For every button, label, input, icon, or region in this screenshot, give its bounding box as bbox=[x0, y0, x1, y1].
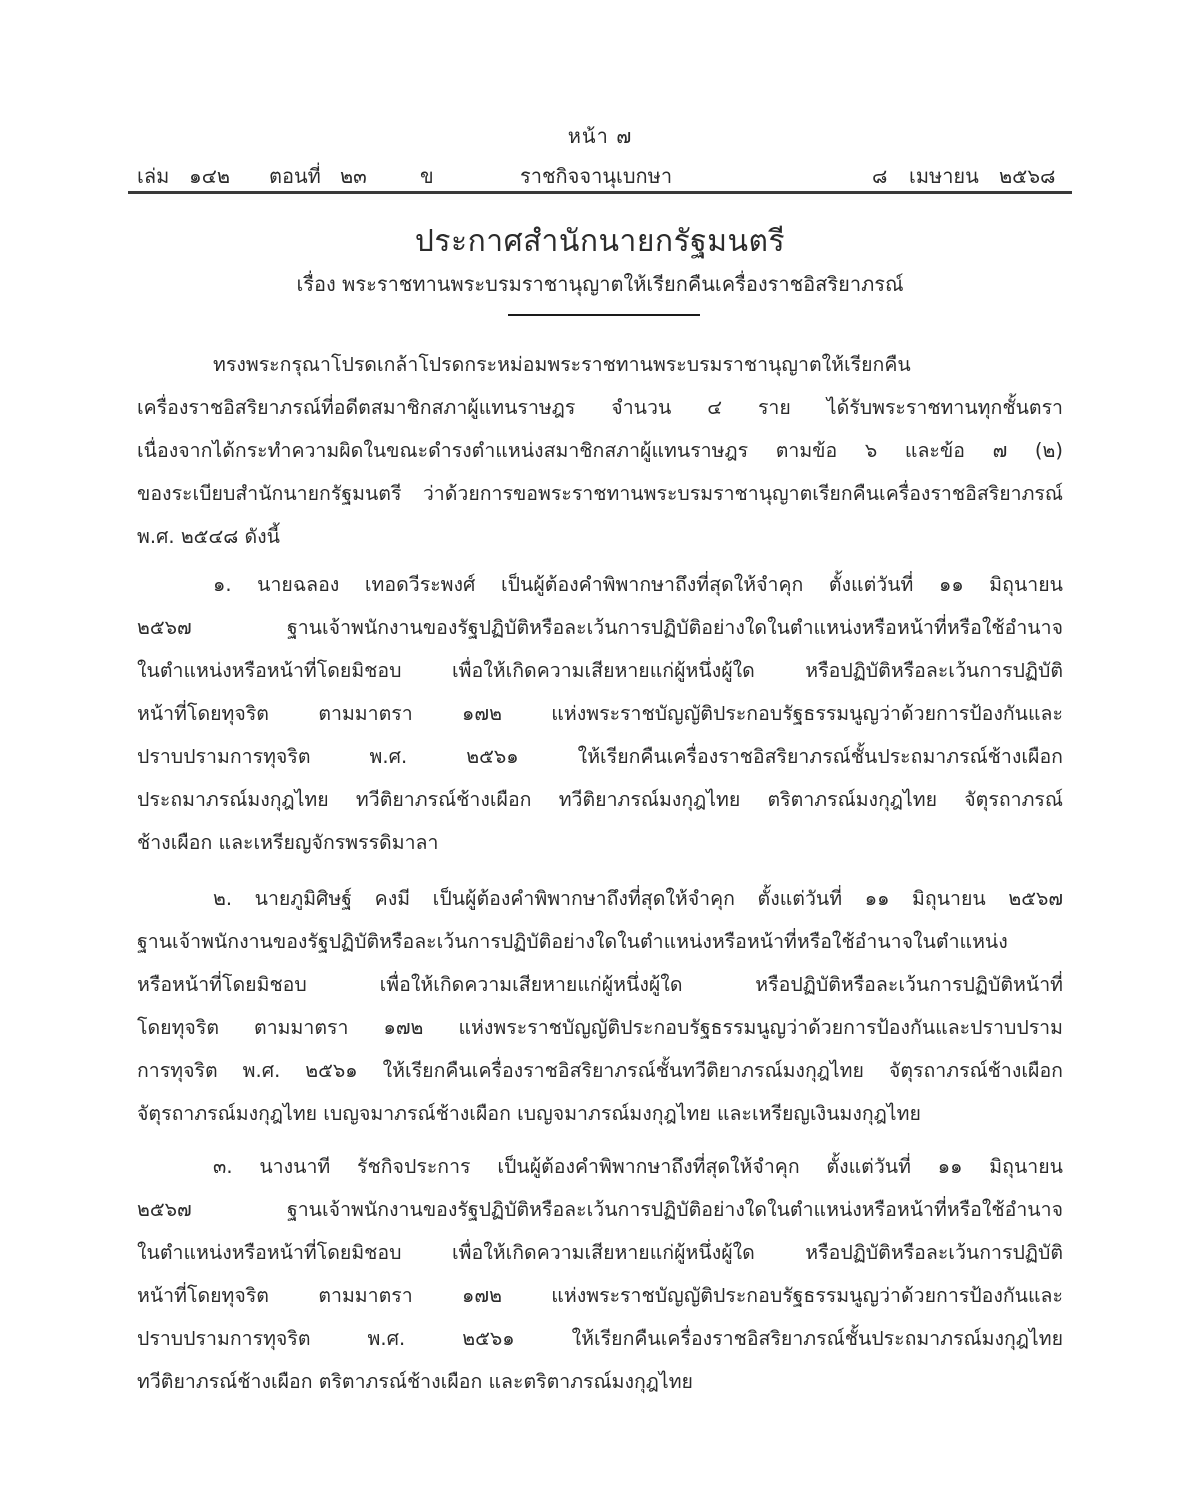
date-month: เมษายน bbox=[909, 164, 979, 188]
item-2-line: โดยทุจริต ตามมาตรา ๑๗๒ แห่งพระราชบัญญัติประกอบรัฐธรรมนูญว่าด้วยการป้องกันและปราบปราม bbox=[137, 1016, 1063, 1039]
body-line: พ.ศ. ๒๕๔๘ ดังนี้ bbox=[137, 525, 280, 548]
header-divider bbox=[128, 191, 1072, 194]
item-1-line: ปราบปรามการทุจริต พ.ศ. ๒๕๖๑ ให้เรียกคืนเครื่องราชอิสริยาภรณ์ชั้นประถมาภรณ์ช้างเผือก bbox=[137, 745, 1063, 768]
title-divider bbox=[508, 314, 700, 316]
body-line: ของระเบียบสำนักนายกรัฐมนตรี ว่าด้วยการขอพระราชทานพระบรมราชานุญาตเรียกคืนเครื่องราชอิสริยาภรณ์ bbox=[137, 482, 1063, 505]
item-1-line: ประถมาภรณ์มงกุฎไทย ทวีติยาภรณ์ช้างเผือก ทวีติยาภรณ์มงกุฎไทย ตริตาภรณ์มงกุฎไทย จัตุรถาภรณ์ bbox=[137, 788, 1063, 811]
item-3-line: ในตำแหน่งหรือหน้าที่โดยมิชอบ เพื่อให้เกิดความเสียหายแก่ผู้หนึ่งผู้ใด หรือปฏิบัติหรือละเว้นการปฏิบัติ bbox=[137, 1241, 1063, 1264]
announcement-title: ประกาศสำนักนายกรัฐมนตรี bbox=[414, 224, 786, 259]
item-1-line: ๒๕๖๗ ฐานเจ้าพนักงานของรัฐปฏิบัติหรือละเว้นการปฏิบัติอย่างใดในตำแหน่งหรือหน้าที่หรือใช้อำนาจ bbox=[137, 616, 1063, 639]
publication-name: ราชกิจจานุเบกษา bbox=[520, 164, 673, 188]
page-value: ๗ bbox=[616, 124, 633, 148]
issue-label: ตอนที่ bbox=[269, 164, 321, 188]
gazette-header bbox=[137, 160, 1073, 190]
item-2-line: การทุจริต พ.ศ. ๒๕๖๑ ให้เรียกคืนเครื่องราชอิสริยาภรณ์ชั้นทวีติยาภรณ์มงกุฎไทย จัตุรถาภรณ์ช้างเผือก bbox=[137, 1059, 1063, 1082]
item-3-line: ปราบปรามการทุจริต พ.ศ. ๒๕๖๑ ให้เรียกคืนเครื่องราชอิสริยาภรณ์ชั้นประถมาภรณ์มงกุฎไทย bbox=[137, 1327, 1063, 1350]
item-3-line: หน้าที่โดยทุจริต ตามมาตรา ๑๗๒ แห่งพระราชบัญญัติประกอบรัฐธรรมนูญว่าด้วยการป้องกันและ bbox=[137, 1284, 1063, 1307]
announcement-subject: เรื่อง พระราชทานพระบรมราชานุญาตให้เรียกคืนเครื่องราชอิสริยาภรณ์ bbox=[296, 272, 904, 296]
issue-number: ๒๓ bbox=[340, 164, 367, 188]
item-1-line: ช้างเผือก และเหรียญจักรพรรดิมาลา bbox=[137, 831, 439, 854]
item-2-line: ฐานเจ้าพนักงานของรัฐปฏิบัติหรือละเว้นการปฏิบัติอย่างใดในตำแหน่งหรือหน้าที่หรือใช้อำนาจในตำแหน่ง bbox=[137, 930, 1008, 953]
body-line: ทรงพระกรุณาโปรดเกล้าโปรดกระหม่อมพระราชทานพระบรมราชานุญาตให้เรียกคืน bbox=[213, 353, 911, 376]
item-3-line: ทวีติยาภรณ์ช้างเผือก ตริตาภรณ์ช้างเผือก และตริตาภรณ์มงกุฎไทย bbox=[137, 1370, 693, 1393]
item-1-line: ๑. นายฉลอง เทอดวีระพงศ์ เป็นผู้ต้องคำพิพากษาถึงที่สุดให้จำคุก ตั้งแต่วันที่ ๑๑ มิถุนายน bbox=[213, 573, 1063, 596]
item-2-line: ๒. นายภูมิศิษฐ์ คงมี เป็นผู้ต้องคำพิพากษาถึงที่สุดให้จำคุก ตั้งแต่วันที่ ๑๑ มิถุนายน ๒๕๖๗ bbox=[213, 887, 1063, 910]
page-label: หน้า bbox=[567, 124, 609, 148]
item-2-line: จัตุรถาภรณ์มงกุฎไทย เบญจมาภรณ์ช้างเผือก เบญจมาภรณ์มงกุฎไทย และเหรียญเงินมงกุฎไทย bbox=[137, 1102, 921, 1125]
page-number bbox=[0, 120, 1200, 152]
body-line: เนื่องจากได้กระทำความผิดในขณะดำรงตำแหน่งสมาชิกสภาผู้แทนราษฎร ตามข้อ ๖ และข้อ ๗ (๒) bbox=[137, 439, 1063, 462]
body-line: เครื่องราชอิสริยาภรณ์ที่อดีตสมาชิกสภาผู้แทนราษฎร จำนวน ๔ ราย ได้รับพระราชทานทุกชั้นตรา bbox=[137, 396, 1063, 419]
item-3-line: ๒๕๖๗ ฐานเจ้าพนักงานของรัฐปฏิบัติหรือละเว้นการปฏิบัติอย่างใดในตำแหน่งหรือหน้าที่หรือใช้อำนาจ bbox=[137, 1198, 1063, 1221]
item-2-line: หรือหน้าที่โดยมิชอบ เพื่อให้เกิดความเสียหายแก่ผู้หนึ่งผู้ใด หรือปฏิบัติหรือละเว้นการปฏิบัติหน้าที่ bbox=[137, 973, 1063, 996]
item-1-line: ในตำแหน่งหรือหน้าที่โดยมิชอบ เพื่อให้เกิดความเสียหายแก่ผู้หนึ่งผู้ใด หรือปฏิบัติหรือละเว้นการปฏิบัติ bbox=[137, 659, 1063, 682]
item-3-line: ๓. นางนาที รัชกิจประการ เป็นผู้ต้องคำพิพากษาถึงที่สุดให้จำคุก ตั้งแต่วันที่ ๑๑ มิถุนายน bbox=[213, 1155, 1063, 1178]
volume-number: ๑๔๒ bbox=[189, 164, 231, 188]
item-1-line: หน้าที่โดยทุจริต ตามมาตรา ๑๗๒ แห่งพระราชบัญญัติประกอบรัฐธรรมนูญว่าด้วยการป้องกันและ bbox=[137, 702, 1063, 725]
section-letter: ข bbox=[420, 164, 434, 188]
date-year: ๒๕๖๘ bbox=[999, 164, 1056, 188]
date-day: ๘ bbox=[872, 164, 888, 188]
volume-label: เล่ม bbox=[137, 164, 170, 188]
